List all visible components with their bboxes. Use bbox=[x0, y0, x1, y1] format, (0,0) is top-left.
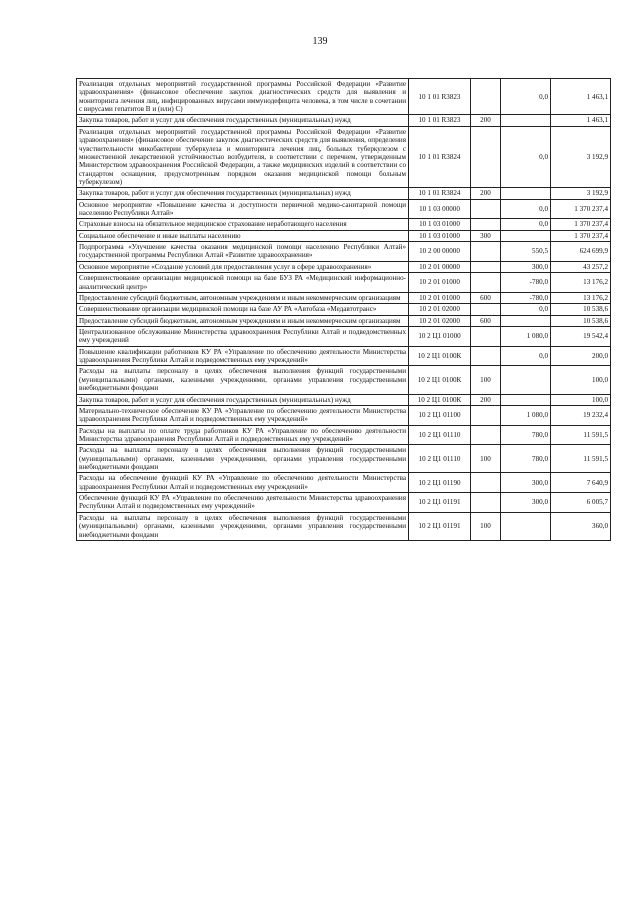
row-name-cell: Совершенствование организации медицинской помощи на базе БУЗ РА «Медицинский информационно-аналитический центр» bbox=[77, 273, 409, 293]
budget-table bbox=[76, 78, 611, 541]
row-expense-type-cell bbox=[471, 425, 501, 445]
row-code-cell: 10 1 03 00000 bbox=[409, 199, 471, 219]
row-code-cell: 10 2 Ц1 0100К bbox=[409, 346, 471, 366]
table-row bbox=[77, 126, 611, 188]
row-total-amount-cell: 13 176,2 bbox=[551, 292, 611, 303]
table-row bbox=[77, 230, 611, 241]
row-change-amount-cell: 550,5 bbox=[501, 242, 551, 262]
row-name-cell: Подпрограмма «Улучшение качества оказания медицинской помощи населению Республики Алтай» государственной программы Республики Алтай «Развитие здравоохранения» bbox=[77, 242, 409, 262]
row-total-amount-cell: 1 370 237,4 bbox=[551, 219, 611, 230]
row-change-amount-cell: 1 080,0 bbox=[501, 405, 551, 425]
row-total-amount-cell: 1 463,1 bbox=[551, 79, 611, 115]
row-total-amount-cell: 10 538,6 bbox=[551, 304, 611, 315]
table-row bbox=[77, 115, 611, 126]
table-row bbox=[77, 261, 611, 272]
table-row bbox=[77, 315, 611, 326]
table-row bbox=[77, 493, 611, 513]
row-change-amount-cell bbox=[501, 366, 551, 394]
row-code-cell: 10 2 01 02000 bbox=[409, 304, 471, 315]
row-total-amount-cell: 3 192,9 bbox=[551, 188, 611, 199]
row-code-cell: 10 1 03 01000 bbox=[409, 230, 471, 241]
row-expense-type-cell bbox=[471, 473, 501, 493]
table-row bbox=[77, 366, 611, 394]
row-change-amount-cell bbox=[501, 188, 551, 199]
row-expense-type-cell bbox=[471, 273, 501, 293]
row-expense-type-cell bbox=[471, 261, 501, 272]
row-expense-type-cell bbox=[471, 242, 501, 262]
row-name-cell: Реализация отдельных мероприятий государственной программы Российской Федерации «Развитие здравоохранения» (финансовое обеспечение закупок диагностических средств для выявления, определения чувствительности микобактерии туберкулеза и мониторинга лечения лиц, больных туберкулезом с множественной лекарственной устойчивостью возбудителя, в соответствии с перечнем, утвержденным Министерством здравоохранения Российской Федерации, а также медицинских изделий в соответствии со стандартом оснащения, предусмотренным порядком оказания медицинской помощи больным туберкулезом) bbox=[77, 126, 409, 188]
table-row bbox=[77, 199, 611, 219]
table-row bbox=[77, 512, 611, 540]
table-row bbox=[77, 219, 611, 230]
row-code-cell: 10 2 Ц1 0100К bbox=[409, 366, 471, 394]
row-change-amount-cell: 0,0 bbox=[501, 346, 551, 366]
table-row bbox=[77, 405, 611, 425]
row-total-amount-cell: 6 005,7 bbox=[551, 493, 611, 513]
row-name-cell: Расходы на выплаты персоналу в целях обеспечения выполнения функций государственными (муниципальными) органами, казенными учреждениями, органами управления государственными внебюджетными фондами bbox=[77, 366, 409, 394]
row-change-amount-cell: 300,0 bbox=[501, 261, 551, 272]
row-name-cell: Реализация отдельных мероприятий государственной программы Российской Федерации «Развитие здравоохранения» (финансовое обеспечение закупок диагностических средств для выявления и мониторинга лечения лиц, инфицированных вирусами иммунодефицита человека, в том числе в сочетании с вирусами гепатитов В и (или) С) bbox=[77, 79, 409, 115]
row-expense-type-cell bbox=[471, 199, 501, 219]
row-total-amount-cell: 360,0 bbox=[551, 512, 611, 540]
row-expense-type-cell: 600 bbox=[471, 292, 501, 303]
row-name-cell: Закупка товаров, работ и услуг для обеспечения государственных (муниципальных) нужд bbox=[77, 115, 409, 126]
row-total-amount-cell: 7 640,9 bbox=[551, 473, 611, 493]
row-total-amount-cell: 19 232,4 bbox=[551, 405, 611, 425]
row-name-cell: Материально-техническое обеспечение КУ РА «Управление по обеспечению деятельности Министерства здравоохранения Республики Алтай и подведомственных ему учреждений» bbox=[77, 405, 409, 425]
row-expense-type-cell: 100 bbox=[471, 512, 501, 540]
row-code-cell: 10 2 01 01000 bbox=[409, 273, 471, 293]
row-expense-type-cell bbox=[471, 219, 501, 230]
row-name-cell: Обеспечение функций КУ РА «Управление по обеспечению деятельности Министерства здравоохранения Республики Алтай и подведомственных ему учреждений» bbox=[77, 493, 409, 513]
row-name-cell: Социальное обеспечение и иные выплаты населению bbox=[77, 230, 409, 241]
table-row bbox=[77, 273, 611, 293]
row-code-cell: 10 2 Ц1 01190 bbox=[409, 473, 471, 493]
row-expense-type-cell bbox=[471, 405, 501, 425]
row-code-cell: 10 2 01 01000 bbox=[409, 292, 471, 303]
row-code-cell: 10 1 01 R3823 bbox=[409, 115, 471, 126]
row-code-cell: 10 2 01 02000 bbox=[409, 315, 471, 326]
row-change-amount-cell: 1 080,0 bbox=[501, 326, 551, 346]
row-total-amount-cell: 11 591,5 bbox=[551, 445, 611, 473]
row-code-cell: 10 1 01 R3824 bbox=[409, 188, 471, 199]
row-change-amount-cell bbox=[501, 512, 551, 540]
row-name-cell: Закупка товаров, работ и услуг для обеспечения государственных (муниципальных) нужд bbox=[77, 188, 409, 199]
row-expense-type-cell bbox=[471, 79, 501, 115]
table-row bbox=[77, 242, 611, 262]
row-change-amount-cell bbox=[501, 115, 551, 126]
row-code-cell: 10 1 03 01000 bbox=[409, 219, 471, 230]
row-total-amount-cell: 43 257,2 bbox=[551, 261, 611, 272]
table-row bbox=[77, 292, 611, 303]
row-code-cell: 10 1 01 R3823 bbox=[409, 79, 471, 115]
row-code-cell: 10 2 Ц1 01191 bbox=[409, 512, 471, 540]
row-name-cell: Основное мероприятие «Повышение качества и доступности первичной медико-санитарной помощи населению Республики Алтай» bbox=[77, 199, 409, 219]
row-expense-type-cell: 200 bbox=[471, 188, 501, 199]
row-change-amount-cell: 0,0 bbox=[501, 304, 551, 315]
row-total-amount-cell: 13 176,2 bbox=[551, 273, 611, 293]
row-expense-type-cell bbox=[471, 326, 501, 346]
row-change-amount-cell: 780,0 bbox=[501, 425, 551, 445]
row-expense-type-cell: 600 bbox=[471, 315, 501, 326]
row-change-amount-cell: 300,0 bbox=[501, 473, 551, 493]
row-code-cell: 10 2 Ц1 01000 bbox=[409, 326, 471, 346]
row-code-cell: 10 2 Ц1 0100К bbox=[409, 394, 471, 405]
row-name-cell: Основное мероприятие «Создание условий для предоставления услуг в сфере здравоохранения» bbox=[77, 261, 409, 272]
row-change-amount-cell: 0,0 bbox=[501, 126, 551, 188]
row-total-amount-cell: 3 192,9 bbox=[551, 126, 611, 188]
table-row bbox=[77, 326, 611, 346]
row-total-amount-cell: 200,0 bbox=[551, 346, 611, 366]
table-row bbox=[77, 79, 611, 115]
row-change-amount-cell: 780,0 bbox=[501, 445, 551, 473]
row-name-cell: Расходы на выплаты по оплате труда работников КУ РА «Управление по обеспечению деятельности Министерства здравоохранения Республики Алтай и подведомственных ему учреждений» bbox=[77, 425, 409, 445]
row-name-cell: Закупка товаров, работ и услуг для обеспечения государственных (муниципальных) нужд bbox=[77, 394, 409, 405]
page-number: 139 bbox=[312, 36, 328, 47]
row-name-cell: Централизованное обслуживание Министерства здравоохранения Республики Алтай и подведомственных ему учреждений bbox=[77, 326, 409, 346]
row-code-cell: 10 2 Ц1 01191 bbox=[409, 493, 471, 513]
row-total-amount-cell: 624 699,9 bbox=[551, 242, 611, 262]
table-row bbox=[77, 425, 611, 445]
row-expense-type-cell: 100 bbox=[471, 366, 501, 394]
row-change-amount-cell: 0,0 bbox=[501, 79, 551, 115]
row-name-cell: Расходы на выплаты персоналу в целях обеспечения выполнения функций государственными (муниципальными) органами, казенными учреждениями, органами управления государственными внебюджетными фондами bbox=[77, 512, 409, 540]
row-name-cell: Совершенствование организации медицинской помощи на базе АУ РА «Автобаза «Медавтотранс» bbox=[77, 304, 409, 315]
row-expense-type-cell bbox=[471, 126, 501, 188]
row-code-cell: 10 2 Ц1 01110 bbox=[409, 445, 471, 473]
row-expense-type-cell: 300 bbox=[471, 230, 501, 241]
row-total-amount-cell: 1 463,1 bbox=[551, 115, 611, 126]
row-change-amount-cell bbox=[501, 315, 551, 326]
row-change-amount-cell bbox=[501, 394, 551, 405]
table-row bbox=[77, 394, 611, 405]
row-code-cell: 10 2 Ц1 01110 bbox=[409, 425, 471, 445]
table-row bbox=[77, 188, 611, 199]
table-row bbox=[77, 304, 611, 315]
row-expense-type-cell: 200 bbox=[471, 394, 501, 405]
row-total-amount-cell: 11 591,5 bbox=[551, 425, 611, 445]
row-change-amount-cell: -780,0 bbox=[501, 292, 551, 303]
row-name-cell: Предоставление субсидий бюджетным, автономным учреждениям и иным некоммерческим организациям bbox=[77, 315, 409, 326]
row-change-amount-cell: 300,0 bbox=[501, 493, 551, 513]
table-row bbox=[77, 346, 611, 366]
row-code-cell: 10 2 00 00000 bbox=[409, 242, 471, 262]
row-expense-type-cell: 100 bbox=[471, 445, 501, 473]
row-name-cell: Страховые взносы на обязательное медицинское страхование неработающего населения bbox=[77, 219, 409, 230]
row-name-cell: Повышение квалификации работников КУ РА «Управление по обеспечению деятельности Министерства здравоохранения Республики Алтай и подведомственных ему учреждений» bbox=[77, 346, 409, 366]
row-expense-type-cell bbox=[471, 346, 501, 366]
row-total-amount-cell: 19 542,4 bbox=[551, 326, 611, 346]
row-change-amount-cell: 0,0 bbox=[501, 199, 551, 219]
row-code-cell: 10 2 Ц1 01100 bbox=[409, 405, 471, 425]
row-change-amount-cell: -780,0 bbox=[501, 273, 551, 293]
row-total-amount-cell: 100,0 bbox=[551, 394, 611, 405]
row-total-amount-cell: 10 538,6 bbox=[551, 315, 611, 326]
row-name-cell: Расходы на обеспечение функций КУ РА «Управление по обеспечению деятельности Министерства здравоохранения Республики Алтай и подведомственных ему учреждений» bbox=[77, 473, 409, 493]
row-expense-type-cell: 200 bbox=[471, 115, 501, 126]
row-change-amount-cell: 0,0 bbox=[501, 219, 551, 230]
row-change-amount-cell bbox=[501, 230, 551, 241]
budget-table-body bbox=[77, 79, 611, 541]
row-code-cell: 10 2 01 00000 bbox=[409, 261, 471, 272]
row-code-cell: 10 1 01 R3824 bbox=[409, 126, 471, 188]
row-expense-type-cell bbox=[471, 304, 501, 315]
row-total-amount-cell: 1 370 237,4 bbox=[551, 199, 611, 219]
row-total-amount-cell: 1 370 237,4 bbox=[551, 230, 611, 241]
row-name-cell: Предоставление субсидий бюджетным, автономным учреждениям и иным некоммерческим организациям bbox=[77, 292, 409, 303]
row-name-cell: Расходы на выплаты персоналу в целях обеспечения выполнения функций государственными (муниципальными) органами, казенными учреждениями, органами управления государственными внебюджетными фондами bbox=[77, 445, 409, 473]
table-row bbox=[77, 473, 611, 493]
row-total-amount-cell: 100,0 bbox=[551, 366, 611, 394]
table-row bbox=[77, 445, 611, 473]
row-expense-type-cell bbox=[471, 493, 501, 513]
